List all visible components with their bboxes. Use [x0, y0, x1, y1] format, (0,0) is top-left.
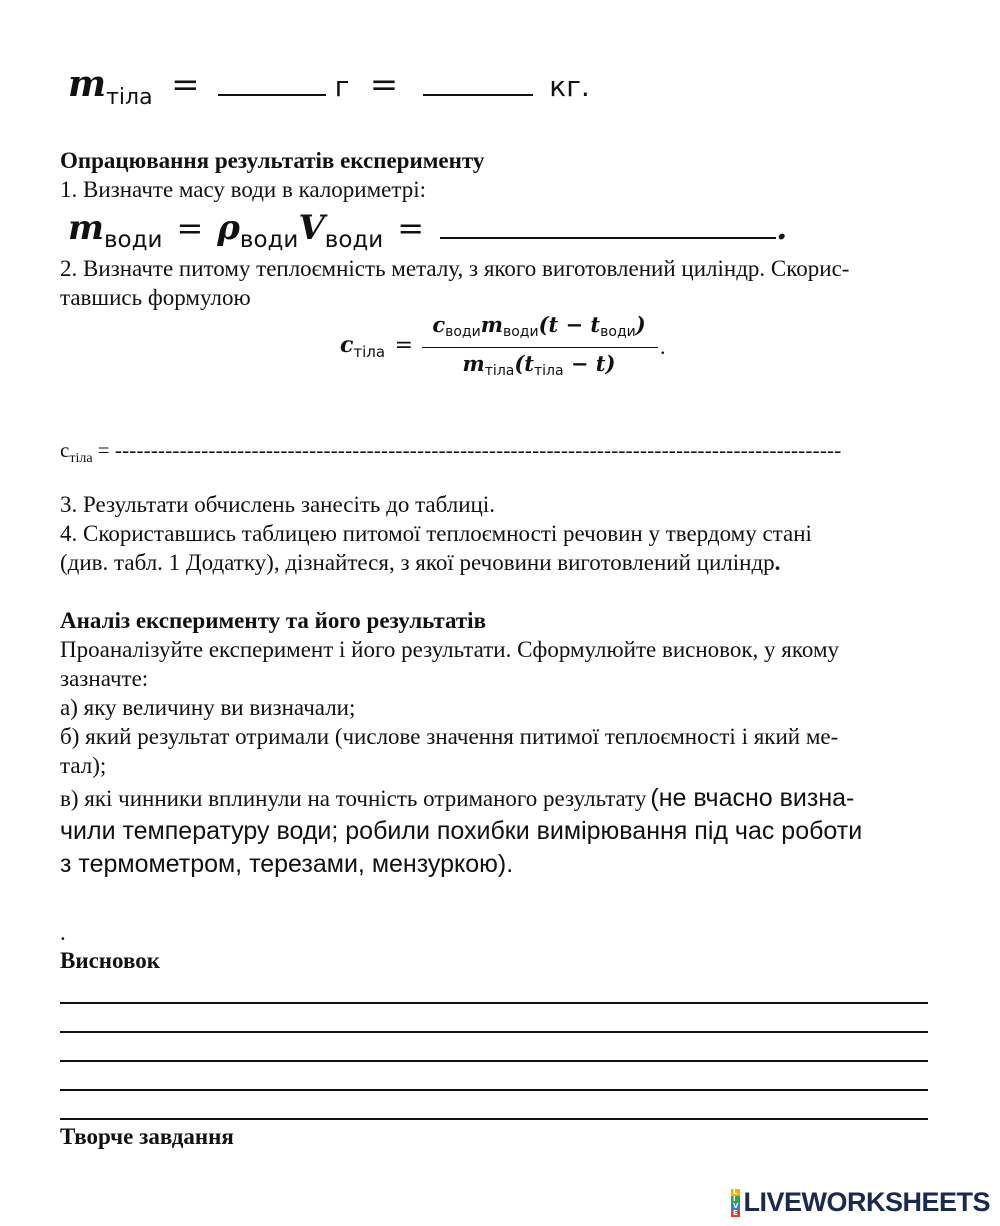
- analysis-intro-1: Проаналізуйте експеримент і його результати. Сформулюйте висновок, у якому: [60, 637, 840, 662]
- formula2-numerator: [418, 312, 660, 338]
- formula1-v-sub: води: [324, 227, 384, 253]
- formula1-m-sub: води: [103, 227, 163, 253]
- item-c-answer-3[interactable]: з термометром, терезами, мензуркою).: [60, 850, 514, 878]
- step-2-line-1: 2. Визначте питому теплоємність металу, з якого виготовлений циліндр. Скорис-: [60, 256, 850, 281]
- water-mass-blank[interactable]: [440, 237, 776, 239]
- conclusion-line-4[interactable]: [60, 1089, 928, 1091]
- kg-unit: кг.: [549, 70, 590, 103]
- item-c-answer-1[interactable]: (не вчасно визна-: [650, 784, 855, 812]
- logo-badge-i: I: [731, 1196, 740, 1203]
- analysis-heading: Аналіз експерименту та його результатів: [60, 608, 486, 633]
- logo-badge-v: V: [733, 1201, 739, 1210]
- grams-unit: г: [334, 70, 350, 103]
- den-tail: − t): [563, 351, 616, 376]
- formula1-eq2: =: [397, 209, 425, 247]
- creative-heading: Творче завдання: [60, 1124, 234, 1149]
- num-m-sub: води: [502, 324, 539, 340]
- conclusion-line-2[interactable]: [60, 1031, 928, 1033]
- stray-dot: .: [60, 920, 66, 945]
- den-m-sub: тіла: [484, 363, 515, 379]
- logo-badge-e: E: [731, 1210, 740, 1217]
- step-3: 3. Результати обчислень занесіть до таблиці.: [60, 492, 495, 517]
- formula2-c: c: [340, 332, 354, 358]
- step-4-end: .: [774, 550, 781, 575]
- c-result-dashes: -----------------------------------------------------------------------------------------------------: [114, 438, 842, 462]
- mass-symbol: m: [68, 63, 107, 105]
- logo-text: LIVEWORKSHEETS: [743, 1187, 990, 1217]
- specific-heat-formula: [340, 312, 680, 382]
- formula2-eq: =: [394, 333, 414, 358]
- den-paren-sub: тіла: [534, 363, 564, 379]
- analysis-intro-2: зазначте:: [60, 666, 149, 691]
- conclusion-line-3[interactable]: [60, 1060, 928, 1062]
- mass-line: [68, 62, 590, 112]
- conclusion-line-5[interactable]: [60, 1118, 928, 1120]
- item-a: а) яку величину ви визначали;: [60, 695, 356, 720]
- formula1-m: m: [68, 208, 104, 248]
- step-4-line-2: [60, 548, 780, 577]
- formula1-eq: =: [176, 209, 204, 247]
- num-close: ): [635, 312, 646, 337]
- equals-sign: =: [171, 65, 200, 105]
- formula1-rho: ρ: [217, 208, 240, 248]
- c-result-sub: тіла: [69, 451, 93, 466]
- item-b-line-2: тал);: [60, 753, 107, 778]
- step-4-line-2-text: (див. табл. 1 Додатку), дізнайтеся, з якої речовини виготовлений циліндр: [60, 550, 775, 575]
- formula2-denominator: [418, 351, 660, 377]
- logo-badge-l: L: [731, 1189, 740, 1196]
- liveworksheets-logo: [731, 1187, 990, 1218]
- formula1-rho-sub: води: [239, 227, 299, 253]
- step-1: 1. Визначте масу води в калориметрі:: [60, 177, 426, 202]
- c-result-eq: =: [97, 438, 110, 462]
- den-m: m: [462, 351, 485, 376]
- item-b-line-1: б) який результат отримали (числове значення питимої теплоємності і який ме-: [60, 724, 839, 749]
- item-c-line-1: [60, 782, 854, 818]
- formula2-dot: .: [660, 334, 666, 359]
- mass-kg-blank[interactable]: [423, 94, 533, 96]
- den-paren: (t: [514, 351, 534, 376]
- fraction-bar: [422, 347, 658, 348]
- step-2-line-2: тавшись формулою: [60, 285, 251, 310]
- equals-sign-2: =: [369, 65, 399, 105]
- item-c-answer-2[interactable]: чили температуру води; робили похибки вимірювання під час роботи: [60, 817, 863, 845]
- water-mass-formula: [68, 206, 787, 254]
- mass-subscript: тіла: [106, 85, 153, 110]
- processing-heading: Опрацювання результатів експерименту: [60, 148, 485, 173]
- c-result-line[interactable]: [60, 436, 940, 468]
- conclusion-line-1[interactable]: [60, 1002, 928, 1004]
- mass-grams-blank[interactable]: [218, 94, 326, 96]
- num-c: c: [432, 312, 446, 337]
- step-4-line-1: 4. Скориставшись таблицею питомої теплоємності речовин у твердому стані: [60, 521, 812, 546]
- formula2-c-sub: тіла: [353, 343, 386, 361]
- item-c-text: в) які чинники вплинули на точність отриманого результату: [60, 786, 647, 811]
- logo-badge-icon: [731, 1189, 740, 1217]
- num-m: m: [480, 312, 503, 337]
- num-paren: (t − t: [538, 312, 601, 337]
- num-c-sub: води: [445, 324, 481, 340]
- formula1-end: .: [776, 209, 788, 247]
- formula1-v: V: [298, 208, 325, 248]
- num-paren-sub: води: [600, 324, 636, 340]
- c-result-label: c: [60, 438, 70, 462]
- conclusion-heading: Висновок: [60, 948, 160, 973]
